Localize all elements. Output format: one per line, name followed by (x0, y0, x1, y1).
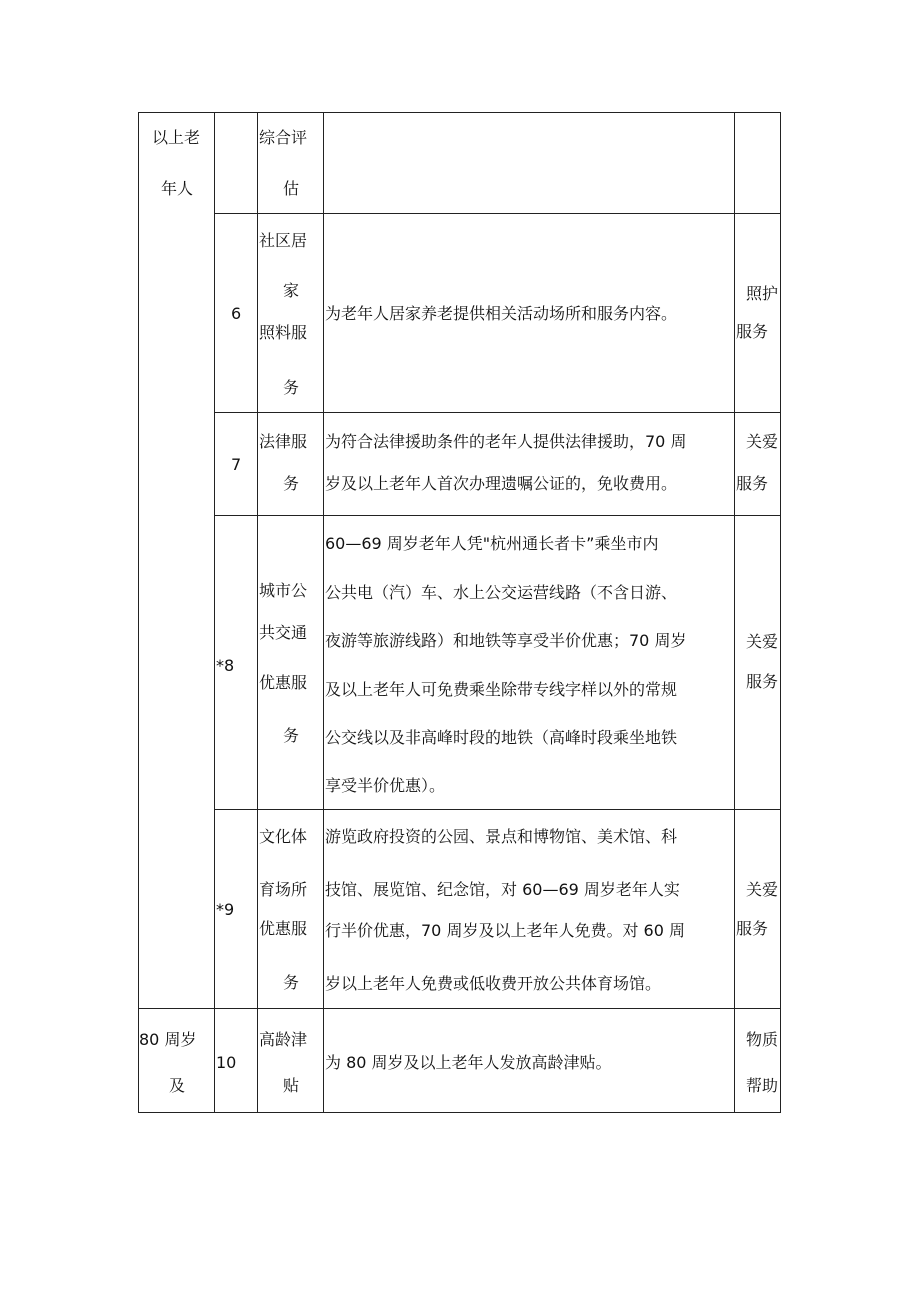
row7-category-line2: 服务 (736, 474, 769, 493)
row10-category-line1: 物质 (746, 1030, 779, 1049)
row8-content-line4: 及以上老年人可免费乘坐除带专线字样以外的常规 (325, 680, 678, 699)
row8-name-line3: 优惠服 (259, 673, 308, 692)
row6-name-line2: 家 (283, 281, 300, 300)
row9-content-line4: 岁以上老年人免费或低收费开放公共体育场馆。 (325, 974, 662, 993)
row6-category-line1: 照护 (746, 284, 779, 303)
row7-category-line1: 关爱 (746, 432, 779, 451)
group-b-label-line2: 及 (169, 1076, 186, 1095)
row6-name-line1: 社区居 (259, 231, 308, 250)
row9-name-line3: 优惠服 (259, 919, 308, 938)
row10-name-line1: 高龄津 (259, 1030, 308, 1049)
row7-name-line2: 务 (283, 474, 300, 493)
row8-content-line5: 公交线以及非高峰时段的地铁（高峰时段乘坐地铁 (325, 728, 678, 747)
row7-content-line2: 岁及以上老年人首次办理遗嘱公证的，免收费用。 (325, 474, 678, 493)
row8-content-line6: 享受半价优惠）。 (325, 776, 446, 795)
row9-content-line3: 行半价优惠，70 周岁及以上老年人免费。对 60 周 (325, 921, 685, 940)
row8-name-line2: 共交通 (259, 623, 308, 642)
row7-number: 7 (231, 455, 242, 474)
row8-category-line2: 服务 (746, 672, 779, 691)
row8-content-line1: 60—69 周岁老年人凭"杭州通长者卡”乘坐市内 (325, 534, 659, 553)
row6-content: 为老年人居家养老提供相关活动场所和服务内容。 (325, 304, 678, 323)
row9-category-line1: 关爱 (746, 880, 779, 899)
row6-number: 6 (231, 304, 242, 323)
row9-content-line1: 游览政府投资的公园、景点和博物馆、美术馆、科 (325, 827, 678, 846)
row10-name-line2: 贴 (283, 1076, 300, 1095)
row10-content: 为 80 周岁及以上老年人发放高龄津贴。 (325, 1053, 612, 1072)
group-label-line1: 以上老 (152, 128, 201, 147)
row10-number: 10 (216, 1053, 237, 1072)
row8-name-line1: 城市公 (259, 581, 308, 600)
row9-number: *9 (216, 900, 235, 919)
row6-name-line4: 务 (283, 378, 300, 397)
row7-content-line1: 为符合法律援助条件的老年人提供法律援助，70 周 (325, 432, 687, 451)
row6-name-line3: 照料服 (259, 323, 308, 342)
row5-name-line2: 估 (283, 179, 300, 198)
row8-number: *8 (216, 656, 235, 675)
row8-name-line4: 务 (283, 726, 300, 745)
row5-name-line1: 综合评 (259, 128, 308, 147)
group-b-label-line1: 80 周岁 (139, 1030, 197, 1049)
row8-content-line2: 公共电（汽）车、水上公交运营线路（不含日游、 (325, 583, 678, 602)
group-label-line2: 年人 (161, 179, 194, 198)
row10-category-line2: 帮助 (746, 1076, 779, 1095)
row9-name-line4: 务 (283, 973, 300, 992)
row8-content-line3: 夜游等旅游线路）和地铁等享受半价优惠；70 周岁 (325, 631, 687, 650)
row7-name-line1: 法律服 (259, 432, 308, 451)
row9-name-line2: 育场所 (259, 880, 308, 899)
row9-category-line2: 服务 (736, 919, 769, 938)
row9-content-line2: 技馆、展览馆、纪念馆，对 60—69 周岁老年人实 (325, 880, 680, 899)
row9-name-line1: 文化体 (259, 827, 308, 846)
row8-category-line1: 关爱 (746, 632, 779, 651)
row6-category-line2: 服务 (736, 322, 769, 341)
